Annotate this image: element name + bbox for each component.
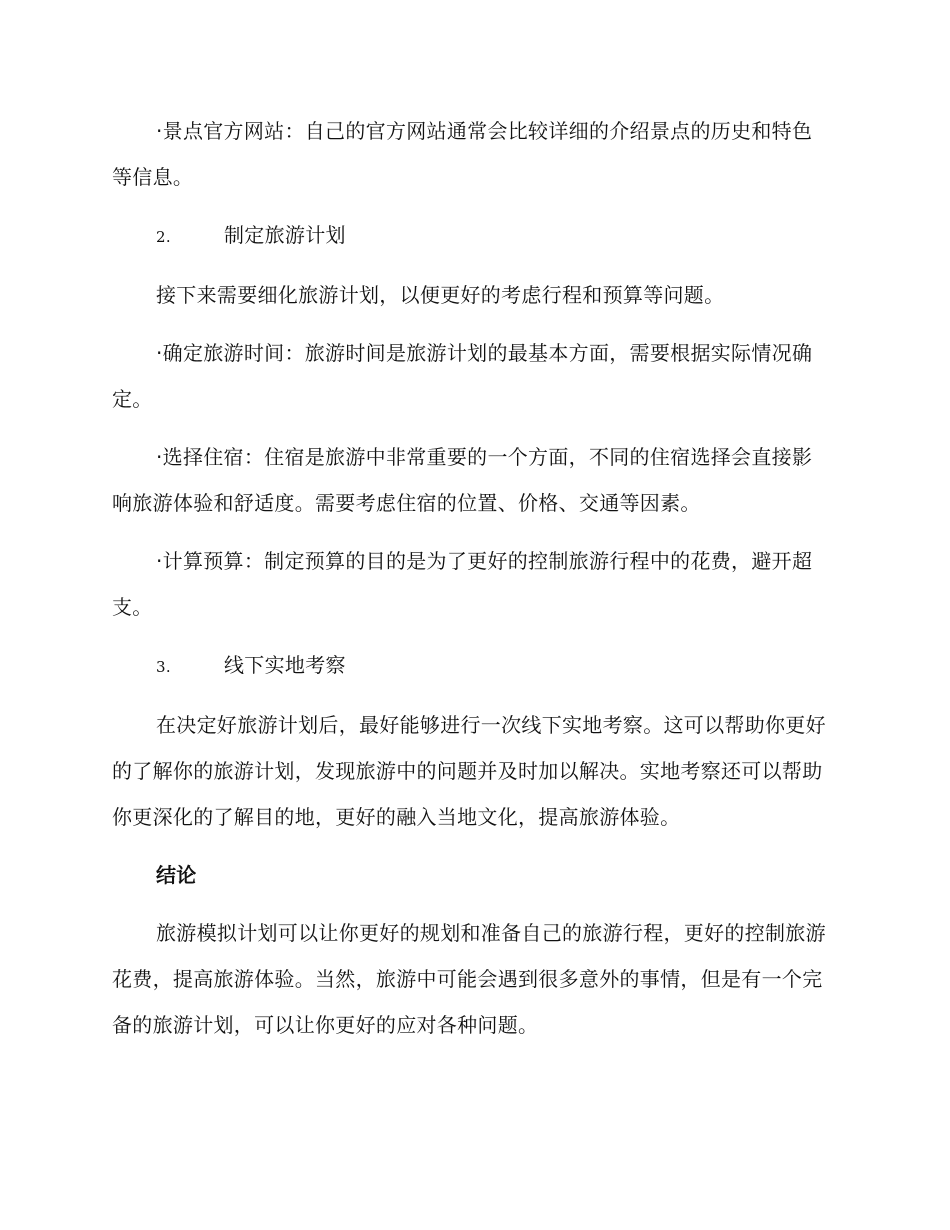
section-title: 制定旅游计划 bbox=[224, 223, 346, 247]
paragraph-plan-intro: 接下来需要细化旅游计划，以便更好的考虑行程和预算等问题。 bbox=[156, 283, 725, 307]
bullet-official-website: ·景点官方网站：自己的官方网站通常会比较详细的介绍景点的历史和特色等信息。 bbox=[112, 119, 813, 189]
section-heading-site-visit bbox=[112, 642, 832, 690]
bullet-budget: ·计算预算：制定预算的目的是为了更好的控制旅游行程中的花费，避开超支。 bbox=[112, 549, 813, 619]
bullet-accommodation: ·选择住宿：住宿是旅游中非常重要的一个方面，不同的住宿选择会直接影响旅游体验和舒适度。需要考虑住宿的位置、价格、交通等因素。 bbox=[112, 445, 813, 515]
section-heading-make-plan bbox=[112, 212, 832, 260]
section-title: 线下实地考察 bbox=[224, 653, 346, 677]
section-number: 3. bbox=[156, 658, 171, 676]
document-body bbox=[112, 108, 832, 1060]
bullet-travel-time: ·确定旅游时间：旅游时间是旅游计划的最基本方面，需要根据实际情况确定。 bbox=[112, 341, 813, 411]
paragraph-site-visit: 在决定好旅游计划后，最好能够进行一次线下实地考察。这可以帮助你更好的了解你的旅游计划，发现旅游中的问题并及时加以解决。实地考察还可以帮助你更深化的了解目的地，更好的融入当地文化，提高旅游体验。 bbox=[112, 713, 826, 829]
section-number: 2. bbox=[156, 228, 171, 246]
conclusion-heading: 结论 bbox=[156, 863, 197, 887]
paragraph-conclusion: 旅游模拟计划可以让你更好的规划和准备自己的旅游行程，更好的控制旅游花费，提高旅游体验。当然，旅游中可能会遇到很多意外的事情，但是有一个完备的旅游计划，可以让你更好的应对各种问题。 bbox=[112, 921, 826, 1037]
